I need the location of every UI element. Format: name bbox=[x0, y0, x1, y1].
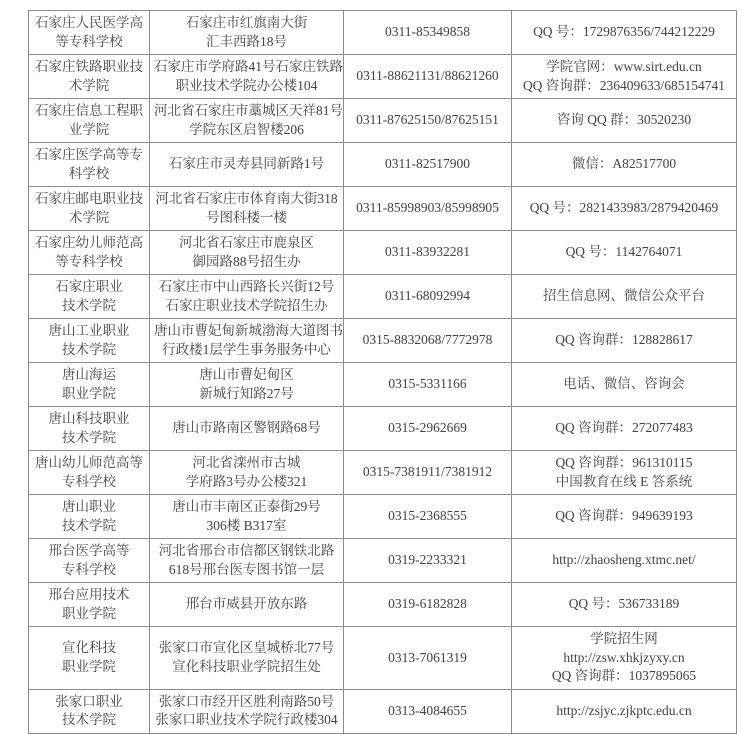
contact-cell bbox=[512, 495, 737, 539]
address-cell bbox=[150, 99, 344, 143]
contact-cell bbox=[512, 143, 737, 187]
contact-cell bbox=[512, 451, 737, 495]
address-cell-line: 行政楼1层学生事务服务中心 bbox=[162, 341, 331, 357]
phone-cell bbox=[344, 583, 512, 627]
table-row bbox=[29, 231, 737, 275]
contact-cell-line: 招生信息网、微信公众平台 bbox=[543, 288, 705, 304]
phone-cell-line: 0315-2368555 bbox=[388, 508, 467, 524]
address-cell-line: 河北省石家庄市鹿泉区 bbox=[179, 235, 314, 250]
school-name-cell bbox=[29, 275, 150, 319]
contact-cell bbox=[512, 55, 737, 99]
address-cell bbox=[150, 319, 344, 363]
contact-cell bbox=[512, 231, 737, 275]
school-contact-table bbox=[28, 10, 737, 734]
address-cell-line: 邢台市威县开放东路 bbox=[185, 596, 308, 612]
school-name-cell bbox=[29, 627, 150, 690]
table-row bbox=[29, 627, 737, 690]
address-cell-line: 河北省滦州市古城 bbox=[192, 455, 301, 470]
school-name-cell-line: 唐山海运 bbox=[62, 367, 116, 382]
school-name-cell-line: 石家庄职业 bbox=[55, 279, 123, 294]
phone-cell-line: 0313-7061319 bbox=[388, 649, 467, 665]
school-name-cell bbox=[29, 55, 150, 99]
contact-cell-line: QQ 咨询群：272077483 bbox=[555, 420, 693, 436]
contact-cell bbox=[512, 319, 737, 363]
table-row bbox=[29, 55, 737, 99]
address-cell bbox=[150, 275, 344, 319]
phone-cell-line: 0311-85349858 bbox=[385, 24, 470, 40]
address-cell-line: 306楼 B317室 bbox=[206, 517, 287, 533]
phone-cell bbox=[344, 231, 512, 275]
address-cell-line: 张家口职业技术学院行政楼304 bbox=[155, 712, 338, 727]
phone-cell-line: 0311-85998903/85998905 bbox=[356, 200, 499, 216]
phone-cell bbox=[344, 407, 512, 451]
contact-cell-line: 咨询 QQ 群：30520230 bbox=[556, 112, 692, 128]
school-name-cell-line: 石家庄医学高等专 bbox=[35, 147, 143, 162]
address-cell bbox=[150, 627, 344, 690]
contact-cell-line: QQ 号：536733189 bbox=[568, 596, 680, 612]
table-row bbox=[29, 143, 737, 187]
school-name-cell-line: 职业学院 bbox=[62, 385, 116, 401]
school-name-cell-line: 等专科学校 bbox=[55, 33, 123, 49]
table-row bbox=[29, 187, 737, 231]
school-name-cell-line: 唐山幼儿师范高等 bbox=[35, 455, 143, 470]
school-name-cell-line: 石家庄幼儿师范高 bbox=[35, 235, 143, 250]
phone-cell-line: 0315-5331166 bbox=[388, 376, 467, 392]
phone-cell bbox=[344, 99, 512, 143]
school-name-cell-line: 技术学院 bbox=[62, 712, 116, 727]
contact-cell-line: 微信：A82517700 bbox=[571, 156, 677, 172]
phone-cell bbox=[344, 187, 512, 231]
contact-cell bbox=[512, 689, 737, 733]
table-row bbox=[29, 99, 737, 143]
table-row bbox=[29, 495, 737, 539]
address-cell-line: 职业技术学院办公楼104 bbox=[175, 77, 318, 93]
school-name-cell-line: 等专科学校 bbox=[55, 253, 123, 269]
contact-cell-line: QQ 号：2821433983/2879420469 bbox=[529, 200, 719, 216]
school-name-cell-line: 张家口职业 bbox=[55, 693, 123, 709]
phone-cell-line: 0311-83932281 bbox=[385, 244, 470, 260]
address-cell-line: 河北省邢台市信都区钢铁北路 bbox=[158, 543, 335, 558]
contact-cell-line: http://zsjyc.zjkptc.edu.cn bbox=[556, 702, 692, 718]
phone-cell-line: 0319-2233321 bbox=[388, 552, 467, 568]
contact-cell-line: 电话、微信、咨询会 bbox=[563, 376, 685, 392]
address-cell-line: 学府路3号办公楼321 bbox=[185, 473, 308, 489]
school-name-cell bbox=[29, 689, 150, 733]
school-name-cell bbox=[29, 231, 150, 275]
school-name-cell-line: 技术学院 bbox=[62, 517, 116, 533]
address-cell-line: 张家口市经开区胜利南路50号 bbox=[158, 693, 335, 709]
contact-cell-line: QQ 咨询群：961310115 bbox=[555, 455, 693, 470]
phone-cell-line: 0315-8832068/7772978 bbox=[362, 332, 493, 348]
school-name-cell-line: 职业学院 bbox=[62, 658, 116, 674]
address-cell-line: 学院东区启智楼206 bbox=[189, 121, 304, 137]
address-cell bbox=[150, 539, 344, 583]
table-row bbox=[29, 363, 737, 407]
school-name-cell-line: 石家庄铁路职业技 bbox=[35, 59, 143, 74]
phone-cell bbox=[344, 539, 512, 583]
address-cell-line: 石家庄市灵寿县同新路1号 bbox=[168, 156, 325, 172]
school-name-cell-line: 科学校 bbox=[68, 165, 110, 181]
contact-cell-line: QQ 咨询群：1037895065 bbox=[551, 668, 697, 683]
contact-cell bbox=[512, 583, 737, 627]
phone-cell-line: 0311-82517900 bbox=[385, 156, 470, 172]
contact-cell bbox=[512, 11, 737, 55]
contact-cell bbox=[512, 275, 737, 319]
phone-cell-line: 0313-4084655 bbox=[388, 702, 467, 718]
phone-cell bbox=[344, 275, 512, 319]
school-name-cell-line: 术学院 bbox=[68, 209, 110, 225]
school-name-cell-line: 石家庄信息工程职 bbox=[35, 103, 143, 118]
contact-cell bbox=[512, 627, 737, 690]
table-row bbox=[29, 319, 737, 363]
address-cell-line: 新城行知路27号 bbox=[199, 385, 294, 401]
address-cell bbox=[150, 451, 344, 495]
address-cell bbox=[150, 495, 344, 539]
phone-cell bbox=[344, 451, 512, 495]
table-row bbox=[29, 407, 737, 451]
school-name-cell-line: 宣化科技 bbox=[62, 640, 116, 656]
address-cell-line: 唐山市路南区警钢路68号 bbox=[172, 420, 321, 436]
school-name-cell bbox=[29, 11, 150, 55]
contact-cell-line: QQ 号：1729876356/744212229 bbox=[533, 24, 715, 40]
table-row bbox=[29, 451, 737, 495]
address-cell-line: 张家口市宣化区皇城桥北77号 bbox=[158, 640, 335, 656]
address-cell-line: 石家庄市中山西路长兴街12号 bbox=[158, 279, 335, 294]
address-cell bbox=[150, 231, 344, 275]
address-cell-line: 唐山市曹妃甸区 bbox=[199, 367, 294, 382]
phone-cell bbox=[344, 495, 512, 539]
school-name-cell bbox=[29, 319, 150, 363]
phone-cell bbox=[344, 55, 512, 99]
table-row bbox=[29, 689, 737, 733]
address-cell bbox=[150, 11, 344, 55]
school-name-cell-line: 石家庄人民医学高 bbox=[35, 15, 143, 30]
address-cell-line: 汇丰西路18号 bbox=[206, 33, 287, 49]
address-cell-line: 河北省石家庄市藁城区天祥81号 bbox=[154, 103, 343, 118]
phone-cell bbox=[344, 689, 512, 733]
school-name-cell bbox=[29, 451, 150, 495]
phone-cell-line: 0311-87625150/87625151 bbox=[356, 112, 499, 128]
contact-cell-line: 学院招生网 bbox=[590, 631, 658, 646]
table-row bbox=[29, 583, 737, 627]
school-name-cell bbox=[29, 495, 150, 539]
address-cell bbox=[150, 583, 344, 627]
school-name-cell-line: 专科学校 bbox=[62, 561, 116, 577]
school-name-cell-line: 唐山科技职业 bbox=[48, 411, 130, 426]
address-cell bbox=[150, 143, 344, 187]
school-name-cell-line: 邢台应用技术 bbox=[48, 587, 130, 602]
school-name-cell-line: 邢台医学高等 bbox=[48, 543, 130, 558]
address-cell-line: 唐山市丰南区正泰街29号 bbox=[172, 499, 321, 514]
school-name-cell bbox=[29, 583, 150, 627]
table-body bbox=[29, 11, 737, 734]
phone-cell bbox=[344, 143, 512, 187]
address-cell bbox=[150, 407, 344, 451]
contact-cell-line: QQ 号：1142764071 bbox=[565, 244, 683, 260]
school-name-cell bbox=[29, 407, 150, 451]
phone-cell-line: 0319-6182828 bbox=[388, 596, 467, 612]
address-cell bbox=[150, 55, 344, 99]
address-cell-line: 石家庄市红旗南大街 bbox=[185, 15, 308, 30]
contact-cell bbox=[512, 187, 737, 231]
school-name-cell-line: 术学院 bbox=[68, 77, 110, 93]
school-name-cell-line: 技术学院 bbox=[62, 341, 116, 357]
address-cell-line: 唐山市曹妃甸新城渤海大道图书 bbox=[154, 323, 343, 338]
school-name-cell-line: 职业学院 bbox=[62, 605, 116, 621]
contact-cell bbox=[512, 539, 737, 583]
address-cell-line: 618号邢台医专图书馆一层 bbox=[168, 561, 325, 577]
table-row bbox=[29, 11, 737, 55]
contact-cell-line: QQ 咨询群：128828617 bbox=[555, 332, 693, 348]
phone-cell-line: 0311-88621131/88621260 bbox=[356, 68, 499, 84]
school-name-cell bbox=[29, 539, 150, 583]
contact-cell-line: QQ 咨询群：236409633/685154741 bbox=[522, 77, 726, 93]
contact-cell-line: 中国教育在线 E 答系统 bbox=[555, 473, 693, 489]
school-name-cell-line: 业学院 bbox=[68, 121, 110, 137]
contact-cell bbox=[512, 99, 737, 143]
table-row bbox=[29, 275, 737, 319]
phone-cell-line: 0315-2962669 bbox=[388, 420, 467, 436]
phone-cell bbox=[344, 11, 512, 55]
contact-cell-line: http://zsw.xhkjzyxy.cn bbox=[563, 649, 685, 665]
school-name-cell-line: 技术学院 bbox=[62, 429, 116, 445]
address-cell bbox=[150, 689, 344, 733]
address-cell-line: 石家庄市学府路41号石家庄铁路 bbox=[154, 59, 343, 74]
contact-cell-line: 学院官网：www.sirt.edu.cn bbox=[546, 59, 702, 74]
address-cell bbox=[150, 363, 344, 407]
school-name-cell bbox=[29, 99, 150, 143]
contact-cell-line: QQ 咨询群：949639193 bbox=[555, 508, 693, 524]
school-name-cell-line: 石家庄邮电职业技 bbox=[35, 191, 143, 206]
school-name-cell-line: 专科学校 bbox=[62, 473, 116, 489]
address-cell-line: 石家庄职业技术学院招生办 bbox=[165, 297, 328, 313]
phone-cell bbox=[344, 627, 512, 690]
address-cell-line: 号图科楼一楼 bbox=[206, 209, 287, 225]
address-cell bbox=[150, 187, 344, 231]
contact-cell bbox=[512, 407, 737, 451]
school-name-cell bbox=[29, 143, 150, 187]
table-row bbox=[29, 539, 737, 583]
school-name-cell-line: 唐山工业职业 bbox=[48, 323, 130, 338]
contact-cell bbox=[512, 363, 737, 407]
phone-cell-line: 0311-68092994 bbox=[385, 288, 470, 304]
address-cell-line: 宣化科技职业学院招生处 bbox=[172, 658, 321, 674]
address-cell-line: 河北省石家庄市体育南大街318 bbox=[155, 191, 338, 206]
contact-cell-line: http://zhaosheng.xtmc.net/ bbox=[552, 552, 696, 568]
address-cell-line: 御园路88号招生办 bbox=[192, 253, 301, 269]
school-name-cell bbox=[29, 363, 150, 407]
school-name-cell bbox=[29, 187, 150, 231]
phone-cell bbox=[344, 363, 512, 407]
phone-cell bbox=[344, 319, 512, 363]
school-name-cell-line: 技术学院 bbox=[62, 297, 116, 313]
phone-cell-line: 0315-7381911/7381912 bbox=[362, 464, 493, 480]
school-name-cell-line: 唐山职业 bbox=[62, 499, 116, 514]
